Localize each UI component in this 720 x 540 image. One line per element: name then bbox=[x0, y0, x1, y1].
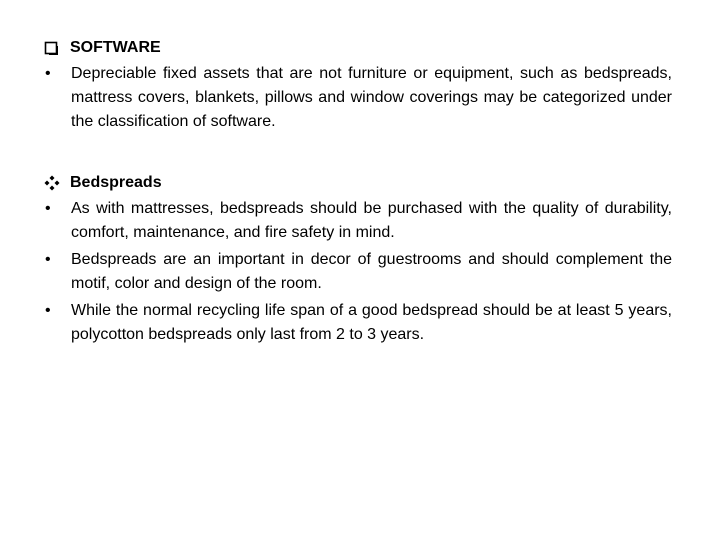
section-heading-bedspreads bbox=[44, 172, 672, 194]
list-item bbox=[44, 299, 672, 347]
bullet-dot-icon: • bbox=[45, 302, 51, 319]
hollow-square-bullet-icon bbox=[44, 41, 70, 55]
bullet-text: Bedspreads are an important in decor of guestrooms and should complement the motif, color and design of the room. bbox=[71, 251, 672, 292]
bullet-text: As with mattresses, bedspreads should be purchased with the quality of durability, comfort, maintenance, and fire safety in mind. bbox=[71, 200, 672, 241]
bullet-dot-icon: • bbox=[45, 65, 51, 82]
bullet-dot-icon: • bbox=[45, 200, 51, 217]
bullet-text: Depreciable fixed assets that are not furniture or equipment, such as bedspreads, mattress covers, blankets, pillows and window coverings may be categorized under the classification of software. bbox=[71, 65, 672, 130]
bullet-dot-icon: • bbox=[45, 251, 51, 268]
section-bedspreads bbox=[44, 172, 672, 347]
section-software bbox=[44, 37, 672, 134]
section-heading-software bbox=[44, 37, 672, 59]
bullet-text: While the normal recycling life span of a good bedspread should be at least 5 years, polycotton bedspreads only last from 2 to 3 years. bbox=[71, 302, 672, 343]
list-item bbox=[44, 248, 672, 296]
list-item bbox=[44, 62, 672, 134]
section-heading-label: Bedspreads bbox=[70, 174, 162, 191]
four-diamond-bullet-icon bbox=[44, 175, 70, 191]
list-item bbox=[44, 197, 672, 245]
section-heading-label: SOFTWARE bbox=[70, 39, 161, 56]
